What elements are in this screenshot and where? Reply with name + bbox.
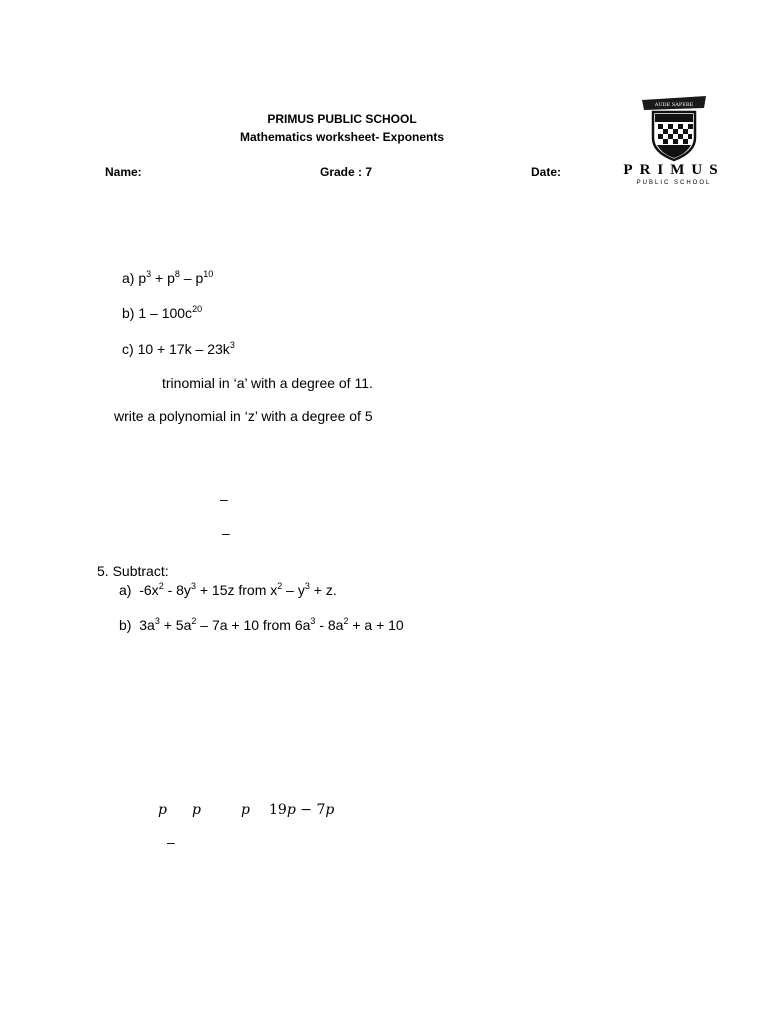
expr-number: 7 (316, 802, 326, 818)
expr-var: p (286, 802, 296, 818)
dash-mark: – (222, 525, 230, 541)
q5-item-a: a) $-6x^2 - 8y^3 + 15z$ from $x^2 - y^3 + z$. (119, 581, 337, 598)
math-var: p (158, 802, 167, 818)
dash-mark: – (220, 491, 228, 507)
q5-item-b-label: b) (119, 617, 132, 633)
trinomial-instruction: trinomial in ‘a’ with a degree of 11. (162, 375, 373, 391)
logo-wordmark: PRIMUS (623, 162, 725, 178)
polynomial-instruction: write a polynomial in ‘z’ with a degree of 5 (114, 408, 373, 424)
math-var: p (192, 802, 201, 818)
logo-subtext: PUBLIC SCHOOL (636, 180, 712, 186)
item-c: c) $10 + 17k - 23k^3$ (122, 340, 235, 357)
school-title: PRIMUS PUBLIC SCHOOL (267, 112, 417, 126)
item-b: b) $1 - 100c^{20}$ (122, 304, 203, 321)
school-logo (620, 90, 728, 190)
crest-icon (620, 90, 728, 164)
math-expression (269, 802, 334, 818)
date-label: Date: (531, 165, 562, 179)
grade-label: Grade : 7 (320, 165, 373, 179)
name-label: Name: (105, 165, 142, 179)
item-a: a) $p^3 + p^8 - p^{10}$ (122, 269, 214, 286)
dash-mark: – (167, 834, 175, 850)
q5-heading: 5. Subtract: (97, 563, 169, 579)
expr-operator: − (295, 802, 317, 818)
q5-item-a-label: a) (119, 582, 132, 598)
item-a-label: a) (122, 270, 139, 286)
expr-var: p (325, 802, 335, 818)
q5-item-b: b) $3a^3 + 5a^2 - 7a + 10$ from $6a^3 - 8a^2 + a + 10$ (119, 616, 404, 633)
math-var: p (241, 802, 250, 818)
item-c-label: c) (122, 341, 138, 357)
logo-motto: AUDE SAPERE (654, 102, 694, 108)
expr-number: 19 (269, 802, 287, 818)
worksheet-subtitle: Mathematics worksheet- Exponents (239, 130, 445, 144)
item-b-label: b) (122, 305, 139, 321)
